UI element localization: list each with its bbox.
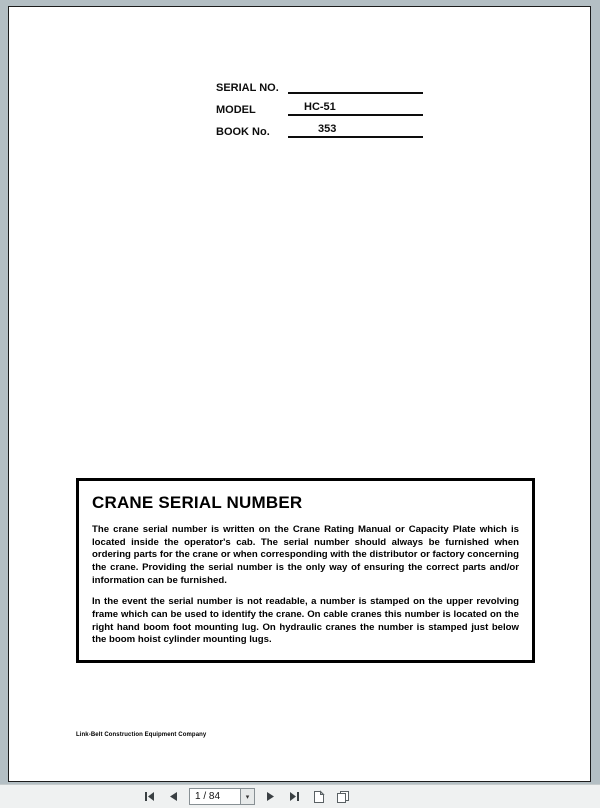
first-page-button[interactable] [141,788,158,805]
box-title: CRANE SERIAL NUMBER [92,493,303,512]
serial-no-line [288,79,423,94]
box-paragraph-1: The crane serial number is written on the Crane Rating Manual or Capacity Plate which is located inside the operator's cab. The serial number should always be furnished when ordering parts for the crane or when corresponding with the distributor or factory concerning the crane. Providing the serial number is the only way of ensuring the correct parts and/or information can be furnished. [92,524,519,586]
serial-no-row [216,79,423,94]
last-page-icon [289,791,300,802]
model-label: MODEL [216,104,256,116]
next-page-icon [265,791,276,802]
serial-no-label: SERIAL NO. [216,82,279,94]
document-page [8,6,591,782]
previous-page-button[interactable] [165,788,182,805]
book-no-label: BOOK No. [216,126,270,138]
copy-page-icon [312,790,325,804]
model-row [216,101,423,116]
page-dropdown-button[interactable] [241,788,255,805]
duplicate-pages-icon [336,790,350,804]
model-line [288,101,423,116]
pdf-toolbar [0,784,600,808]
last-page-button[interactable] [286,788,303,805]
copy-page-button[interactable] [310,788,327,805]
company-footer: Link-Belt Construction Equipment Company [76,732,207,738]
previous-page-icon [168,791,179,802]
book-no-row [216,123,423,138]
crane-serial-number-box [76,478,535,663]
page-number-combo [189,788,255,805]
model-value: HC-51 [304,101,336,113]
serial-no-value [288,91,304,92]
serial-fields [216,79,423,145]
first-page-icon [144,791,155,802]
page-number-input[interactable] [189,788,241,805]
chevron-down-icon: ▾ [245,793,250,801]
box-paragraph-2: In the event the serial number is not readable, a number is stamped on the upper revolving frame which can be used to identify the crane. On cable cranes this number is located on the right hand boom foot mounting lug. On hydraulic cranes the number is stamped just below the boom hoist cylinder mounting lugs. [92,596,519,646]
book-no-value: 353 [318,123,337,135]
next-page-button[interactable] [262,788,279,805]
book-no-line [288,123,423,138]
duplicate-pages-button[interactable] [334,788,351,805]
